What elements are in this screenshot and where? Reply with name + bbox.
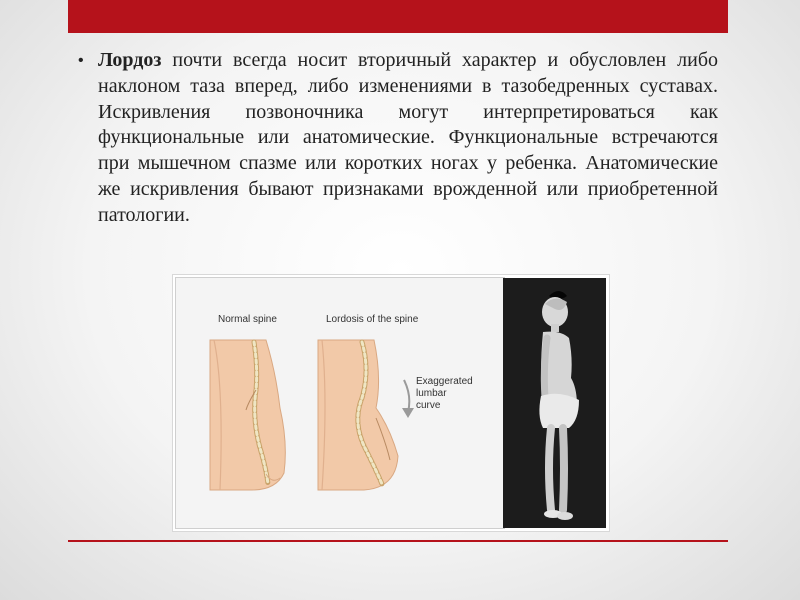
down-arrow-icon — [402, 380, 414, 418]
paragraph-text: почти всегда носит вторичный характер и обусловлен либо наклоном таза вперед, либо изменениями в тазобедренных суставах. Искривления позвоночника могут интерпретироваться как функциональные или анатомические. Функциональные встречаются при мышечном спазме или коротких ногах у ребенка. Анатомические же искривления бывают признаками врожденной или приобретенной патологии. — [98, 49, 718, 226]
bottom-divider — [68, 540, 728, 542]
title-bar — [68, 0, 728, 33]
slide-content — [78, 48, 718, 229]
lordosis-label: Lordosis of the spine — [326, 314, 419, 325]
bold-term: Лордоз — [98, 49, 162, 71]
bullet-item — [78, 48, 718, 229]
spine-diagram — [175, 277, 505, 529]
paragraph — [98, 48, 718, 229]
child-photo — [503, 278, 606, 528]
exaggerated-label-line3: curve — [416, 400, 441, 411]
spine-figure — [172, 274, 610, 532]
lordosis-spine-torso — [318, 340, 398, 490]
exaggerated-curve-label — [416, 376, 486, 412]
exaggerated-label-line2: lumbar — [416, 388, 447, 399]
exaggerated-label-line1: Exaggerated — [416, 376, 473, 387]
normal-spine-label: Normal spine — [218, 314, 277, 325]
child-silhouette — [503, 278, 606, 528]
normal-spine-torso — [210, 340, 285, 490]
bullet-icon: • — [78, 52, 84, 69]
